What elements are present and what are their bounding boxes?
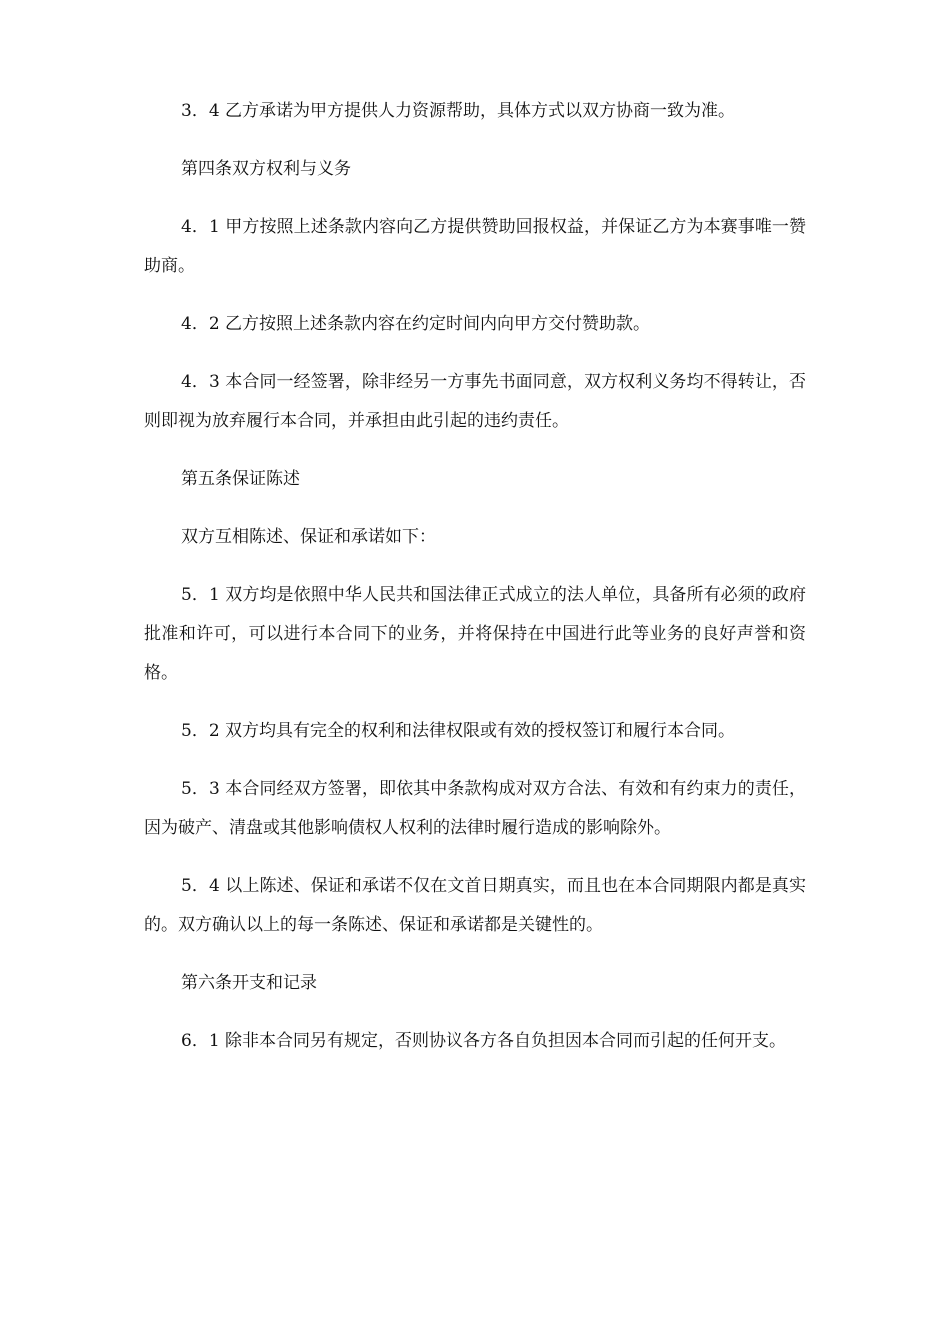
- clause-4-2: 4．2 乙方按照上述条款内容在约定时间内向甲方交付赞助款。: [181, 314, 651, 334]
- article-5-heading: 第五条保证陈述: [181, 469, 300, 489]
- article-5-intro: 双方互相陈述、保证和承诺如下：: [181, 527, 436, 547]
- clause-5-4: 5．4 以上陈述、保证和承诺不仅在文首日期真实，而且也在本合同期限内都是真实的。双方确认以上的每一条陈述、保证和承诺都是关键性的。: [144, 876, 806, 935]
- clause-4-1: 4．1 甲方按照上述条款内容向乙方提供赞助回报权益，并保证乙方为本赛事唯一赞助商。: [144, 217, 806, 276]
- clause-6-1: 6．1 除非本合同另有规定，否则协议各方各自负担因本合同而引起的任何开支。: [181, 1031, 787, 1051]
- clause-5-1: 5．1 双方均是依照中华人民共和国法律正式成立的法人单位，具备所有必须的政府批准和许可，可以进行本合同下的业务，并将保持在中国进行此等业务的良好声誉和资格。: [144, 585, 806, 683]
- article-6-heading: 第六条开支和记录: [181, 973, 317, 993]
- clause-3-4: 3．4 乙方承诺为甲方提供人力资源帮助，具体方式以双方协商一致为准。: [181, 101, 736, 121]
- article-4-heading: 第四条双方权利与义务: [181, 159, 351, 179]
- clause-5-2: 5．2 双方均具有完全的权利和法律权限或有效的授权签订和履行本合同。: [181, 721, 736, 741]
- clause-5-3: 5．3 本合同经双方签署，即依其中条款构成对双方合法、有效和有约束力的责任，因为破产、清盘或其他影响债权人权利的法律时履行造成的影响除外。: [144, 779, 806, 838]
- clause-4-3: 4．3 本合同一经签署，除非经另一方事先书面同意，双方权利义务均不得转让，否则即视为放弃履行本合同，并承担由此引起的违约责任。: [144, 372, 806, 431]
- document-body: [144, 92, 806, 1080]
